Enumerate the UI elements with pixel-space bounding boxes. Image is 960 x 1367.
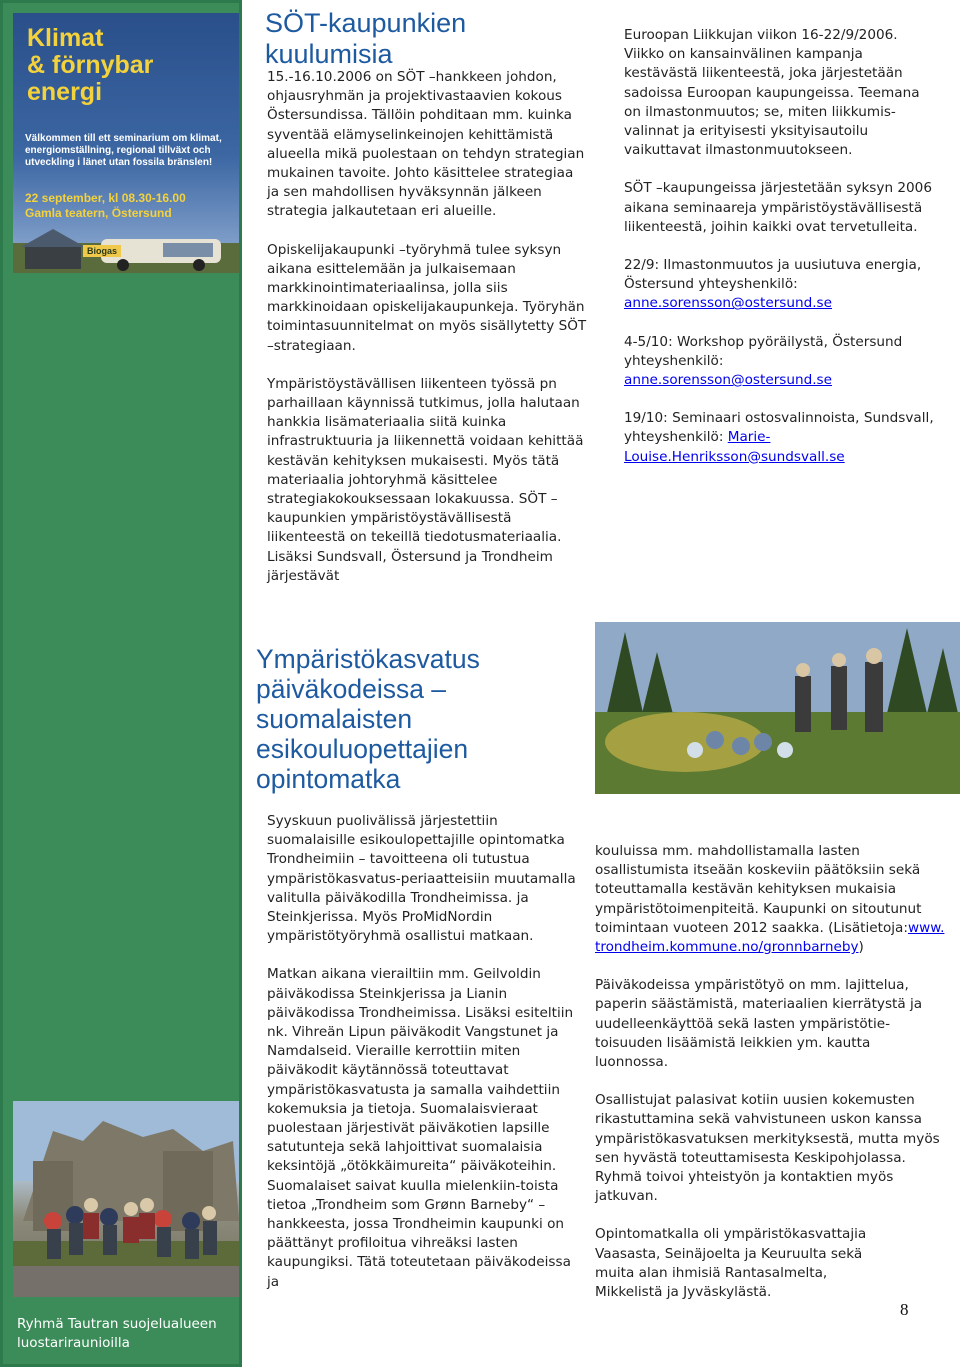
poster-title-line: & förnybar <box>27 51 154 79</box>
env-article-col1 <box>267 812 582 1292</box>
env-paragraph: Matkan aikana vierailtiin mm. Geilvoldin päiväkodissa Steinkjerissa ja Lianin päiväkodissa Trondheimissa. Lisäksi esiteltiin nk. Vihreän Lipun päiväkodit Vangstunet ja Namdalseid. Vieraille kerrottiin miten päiväkodit käytännössä toteuttavat ympäristökasvatusta ja samalla vaihdettiin kokemuksia ja tietoja. Suomalaisvieraat puolestaan järjestivät päiväkotien lapsille satutunteja sekä lahjoittivat suomalaisia keksintöjä „ötökkäimureita“ päiväkoteihin. Suomalaiset saivat kuulla mielenkiin-toista tietoa „Trondheim som Grønn Barneby“ –hankkeesta, jossa Trondheimin kaupunki on päättänyt profiloitua vihreäksi lasten kaupungiksi. Tätä toteutetaan päiväkodeissa ja <box>267 966 574 1290</box>
env-text: kouluissa mm. mahdollistamalla lasten osallistumista itseään koskeviin päätöksiin sekä toteuttamalla kestävän kehityksen mukaisia ympäristötoimenpiteitä. Kaupunki on sitoutunut toimintaan vuoteen 2012 saakka. (Lisätietoja: <box>595 843 922 936</box>
env-text: ) <box>858 939 864 956</box>
children-in-forest-photo <box>595 622 960 794</box>
event-item <box>624 409 934 467</box>
sidebar-panel <box>3 3 239 1364</box>
env-education-heading: Ympäristökasvatus päiväkodeissa – suomalaisten esikouluopettajien opintomatka <box>256 644 480 794</box>
group-photo-monastery-ruins <box>13 1101 239 1297</box>
sidebar <box>0 0 242 1367</box>
poster-text: Välkommen till ett seminarium om klimat, energiomställning, regional tillväxt och utveckling i länet utan fossila bränslen! <box>25 133 222 168</box>
group-photo-caption: Ryhmä Tautran suojelualueen luostariraunioilla <box>17 1316 217 1351</box>
event-text: 22/9: Ilmastonmuutos ja uusiutuva energia, Östersund yhteyshenkilö: <box>624 257 922 293</box>
event-contact-email-link[interactable]: anne.sorensson@ostersund.se <box>624 372 832 389</box>
biogas-sign: Biogas <box>83 245 121 257</box>
news-paragraph: Ympäristöystävällisen liikenteen työssä pn parhaillaan käynnissä tutkimus, jolla halutaan hankkia lisämateriaalia siitä kuinka infrastruktuuria ja liikennettä voidaan kehittää kestävän kehityksen mukaisesti. Myös tätä materiaalia johtoryhmä käsittelee strategiakokouksessaan lokakuussa. SÖT –kaupunkien ympäristöystävällisestä liikenteestä on tekeillä tiedotusmateriaalia. Lisäksi Sundsvall, Östersund ja Trondheim järjestävät <box>267 375 584 584</box>
poster-date <box>25 191 186 221</box>
seminar-poster-image <box>13 13 239 273</box>
env-paragraph <box>595 842 945 957</box>
event-text: 4-5/10: Workshop pyöräilystä, Östersund yhteyshenkilö: <box>624 333 903 369</box>
poster-title <box>27 25 153 106</box>
trondheim-link[interactable]: www.trondheim.kommune.no/gronnbarneby <box>595 919 945 956</box>
news-article <box>267 68 587 586</box>
event-contact-email-link[interactable]: Louise.Henriksson@sundsvall.se <box>624 448 845 465</box>
news-paragraph: Opiskelijakaupunki –työryhmä tulee syksyn aikana esittelemään ja julkaisemaan markkinointimateriaalinsa, jolla siis markkinoidaan opiskelijakaupunkeja. Työryhän toimintasuunnitelmat on myös sisällytetty SÖT –strategiaan. <box>267 241 587 354</box>
poster-venue-line: Gamla teatern, Östersund <box>25 206 172 220</box>
events-article <box>624 26 934 486</box>
group-photo-illustration <box>13 1101 239 1297</box>
event-item <box>624 333 934 391</box>
news-paragraph: 15.-16.10.2006 on SÖT –hankkeen johdon, ohjausryhmän ja projektivastaavien kokous Östersundissa. Tällöin pohditaan mm. kuinka syventää elämyselinkeinojen kehittämistä alueella mikä puolestaan on tehdyn strategian mukainen tavoite. Johto käsittelee strategiaa ja sen mahdollisen hyväksynnän jälkeen strategia jalkautetaan eri alueille. <box>267 69 585 220</box>
env-paragraph: Osallistujat palasivat kotiin uusien kokemusten rikastuttamina sekä vahvistuneen uskon kanssa ympäristökasvatuksen merkityksestä, mutta myös sen hyvästä toteuttamisesta Keskipohjolassa. Ryhmä toivoi yhteistyön ja kontaktien myös jatkuvan. <box>595 1092 940 1205</box>
event-contact-email-link[interactable]: Marie- <box>727 429 771 446</box>
event-contact-email-link[interactable]: anne.sorensson@ostersund.se <box>624 295 832 312</box>
event-text: 19/10: Seminaari ostosvalinnoista, Sundsvall, yhteyshenkilö: <box>624 410 934 446</box>
poster-title-line: energi <box>27 78 103 106</box>
poster-title-line: Klimat <box>27 24 104 52</box>
news-heading: SÖT-kaupunkien kuulumisia <box>265 8 467 69</box>
forest-photo-illustration <box>595 622 960 794</box>
page-number: 8 <box>900 1300 909 1319</box>
env-paragraph: Opintomatkalla oli ympäristökasvattajia Vaasasta, Seinäjoelta ja Keuruulta sekä muita alan ihmisiä Rantasalmelta, Mikkelistä ja Jyväskylästä. <box>595 1226 867 1301</box>
events-paragraph: SÖT –kaupungeissa järjestetään syksyn 2006 aikana seminaareja ympäristöystävällisestä liikenteestä, joihin kaikki ovat tervetulleita. <box>624 180 932 235</box>
env-article-col2 <box>595 842 945 1302</box>
poster-scene-illustration <box>13 225 239 273</box>
poster-date-line: 22 september, kl 08.30-16.00 <box>25 191 186 205</box>
event-item <box>624 256 934 314</box>
env-paragraph: Syyskuun puolivälissä järjestettiin suomalaisille esikoulopettajille opintomatka Trondheimiin – tavoitteena oli tutustua ympäristökasvatus-periaatteisiin muutamalla valitulla päiväkodilla Trondheimissa. ja Steinkjerissa. Myös ProMidNordin ympäristötyöryhmä osallistui matkaan. <box>267 813 576 945</box>
env-paragraph: Päiväkodeissa ympäristötyö on mm. lajittelua, paperin säästämistä, materiaalien kierrätystä ja uudelleenkäyttöä sekä lasten ympäristötie-toisuuden lisäämistä leikkien ym. kautta luonnossa. <box>595 977 923 1071</box>
events-paragraph: Euroopan Liikkujan viikon 16-22/9/2006. Viikko on kansainvälinen kampanja kestävästä liikenteestä, joka järjestetään sadoissa Euroopan kaupungeissa. Teemana on ilmastonmuutos; se, miten liikkumis-valinnat ja erityisesti yksityisautoilu vaikuttavat ilmastonmuutokseen. <box>624 27 920 159</box>
